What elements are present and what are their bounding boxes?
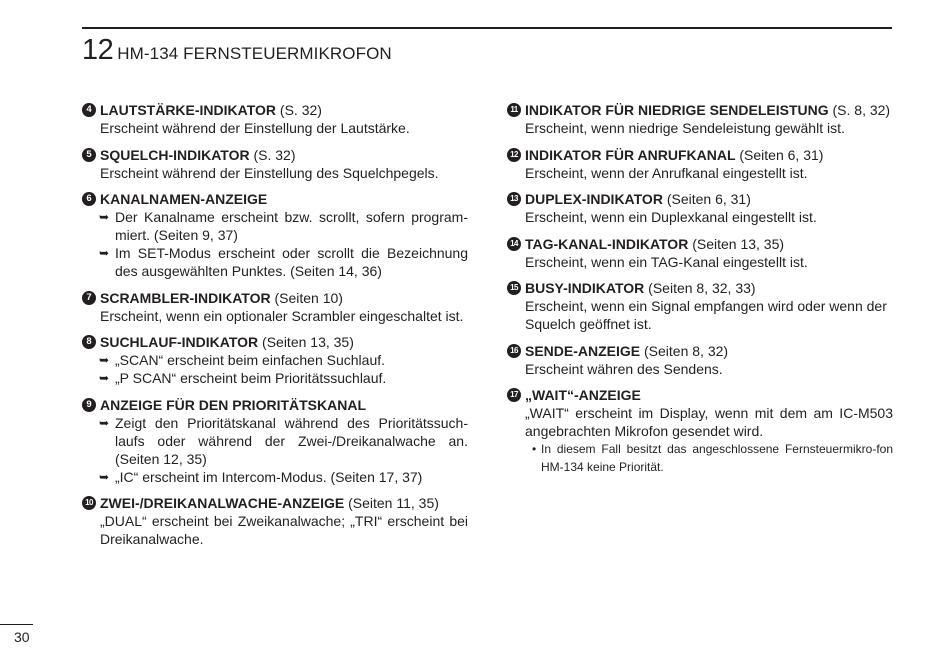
item-dual-tri-watch-display [82,494,468,548]
item-title: SENDE-ANZEIGE [525,342,641,359]
chapter-title: HM-134 FERNSTEUERMIKROFON [117,44,392,63]
bullet-point [82,414,468,468]
page-reference: (Seiten 11, 35) [344,495,439,511]
bullet-point [82,468,468,486]
item-number-badge: 5 [82,148,96,162]
right-column [507,101,893,485]
page-header [82,33,392,67]
arrow-icon: ➥ [99,353,110,367]
item-number-badge: 9 [82,398,96,412]
item-priority-channel-display [82,396,468,486]
item-title: DUPLEX-INDIKATOR [525,191,663,207]
note [507,440,893,476]
bullet-text: „IC“ erscheint im Intercom-Modus. (Seiten 17, 37) [115,468,423,485]
item-number-badge: 11 [507,103,521,117]
page-reference: (S. 32) [276,102,322,118]
page-reference: (S. 32) [249,146,296,163]
item-title: INDIKATOR FÜR NIEDRIGE SENDELEISTUNG [525,102,829,118]
note-text: In diesem Fall besitzt das angeschlossene Fernsteuermikro-fon HM-134 keine Priorität. [541,442,893,474]
item-description: Erscheint währen des Sendens. [525,360,723,377]
item-description: Erscheint, wenn ein TAG-Kanal eingestellt ist. [525,253,808,270]
item-title: SCRAMBLER-INDIKATOR [100,289,271,306]
item-number-badge: 8 [82,335,96,349]
item-description: Erscheint während der Einstellung der Lautstärke. [100,120,410,136]
item-duplex-indicator [507,190,893,226]
bullet-point [82,351,468,369]
item-number-badge: 16 [507,344,521,358]
arrow-icon: ➥ [99,210,110,224]
item-title: ANZEIGE FÜR DEN PRIORITÄTSKANAL [100,396,366,413]
header-rule [82,27,892,29]
bullet-text: Zeigt den Prioritätskanal während des Prioritätssuch-laufs oder während der Zwei-/Dreikanalwache an. (Seiten 12, 35) [115,414,468,467]
bullet-text: „P SCAN“ erscheint beim Prioritätssuchlauf. [115,370,387,386]
item-title: „WAIT“-ANZEIGE [525,387,641,403]
item-description: Erscheint, wenn ein Duplexkanal eingestellt ist. [525,209,817,225]
item-channel-name-display [82,190,468,280]
arrow-icon: ➥ [99,469,110,484]
item-title: SUCHLAUF-INDIKATOR [100,334,259,350]
item-title: TAG-KANAL-INDIKATOR [525,235,689,252]
page-number: 30 [14,629,30,645]
bullet-point [82,244,468,280]
item-description: Erscheint, wenn niedrige Sendeleistung gewählt ist. [525,120,845,136]
page-reference: (Seiten 6, 31) [735,146,824,163]
item-low-power-indicator [507,101,893,137]
item-scrambler-indicator [82,289,468,325]
item-number-badge: 7 [82,291,96,305]
bullet-text: Der Kanalname erscheint bzw. scrollt, sofern program-miert. (Seiten 9, 37) [115,209,468,243]
item-title: INDIKATOR FÜR ANRUFKANAL [525,146,736,163]
item-title: SQUELCH-INDIKATOR [100,146,250,163]
item-call-channel-indicator [507,146,893,182]
chapter-number: 12 [82,34,114,66]
page-reference: (Seiten 13, 35) [688,235,785,252]
item-number-badge: 14 [507,237,521,251]
item-title: BUSY-INDIKATOR [525,280,645,296]
bullet-dot-icon: • [532,442,537,456]
bullet-text: Im SET-Modus erscheint oder scrollt die Bezeichnung des ausgewählten Punktes. (Seiten 14, 36) [115,245,468,279]
item-number-badge: 15 [507,281,521,295]
item-description: Erscheint, wenn der Anrufkanal eingestellt ist. [525,164,808,181]
item-squelch-indicator [82,146,468,182]
item-title: KANALNAMEN-ANZEIGE [100,191,268,207]
item-volume-indicator [82,101,468,137]
item-description: Erscheint während der Einstellung des Squelchpegels. [100,164,439,181]
bullet-point [82,369,468,387]
item-scan-indicator [82,333,468,387]
footer-rule [0,624,33,625]
item-number-badge: 6 [82,192,96,206]
item-tag-channel-indicator [507,235,893,271]
arrow-icon: ➥ [99,246,110,260]
bullet-point [82,208,468,244]
item-description: „DUAL“ erscheint bei Zweikanalwache; „TRI“ erscheint bei Dreikanalwache. [100,513,468,547]
item-number-badge: 13 [507,192,521,206]
item-title: LAUTSTÄRKE-INDIKATOR [100,102,277,118]
page-reference: (Seiten 8, 32) [640,342,729,359]
item-wait-display [507,386,893,476]
item-transmit-display [507,342,893,378]
item-number-badge: 12 [507,148,521,162]
item-busy-indicator [507,279,893,333]
item-number-badge: 17 [507,388,521,402]
item-title: ZWEI-/DREIKANALWACHE-ANZEIGE [100,495,345,511]
item-description: Erscheint, wenn ein Signal empfangen wird oder wenn der Squelch geöffnet ist. [525,298,887,332]
item-description: „WAIT“ erscheint im Display, wenn mit dem am IC-M503 angebrachten Mikrofon gesendet wird. [525,405,893,439]
left-column [82,101,468,557]
arrow-icon: ➥ [99,371,110,385]
page-reference: (Seiten 8, 32, 33) [644,280,756,296]
page-reference: (S. 8, 32) [828,102,891,118]
bullet-text: „SCAN“ erscheint beim einfachen Suchlauf. [115,352,386,368]
item-number-badge: 10 [82,496,96,510]
page-reference: (Seiten 6, 31) [662,191,751,207]
page-reference: (Seiten 13, 35) [258,334,354,350]
item-description: Erscheint, wenn ein optionaler Scrambler eingeschaltet ist. [100,307,464,324]
item-number-badge: 4 [82,103,96,117]
page-reference: (Seiten 10) [270,289,343,306]
arrow-icon: ➥ [99,415,110,430]
